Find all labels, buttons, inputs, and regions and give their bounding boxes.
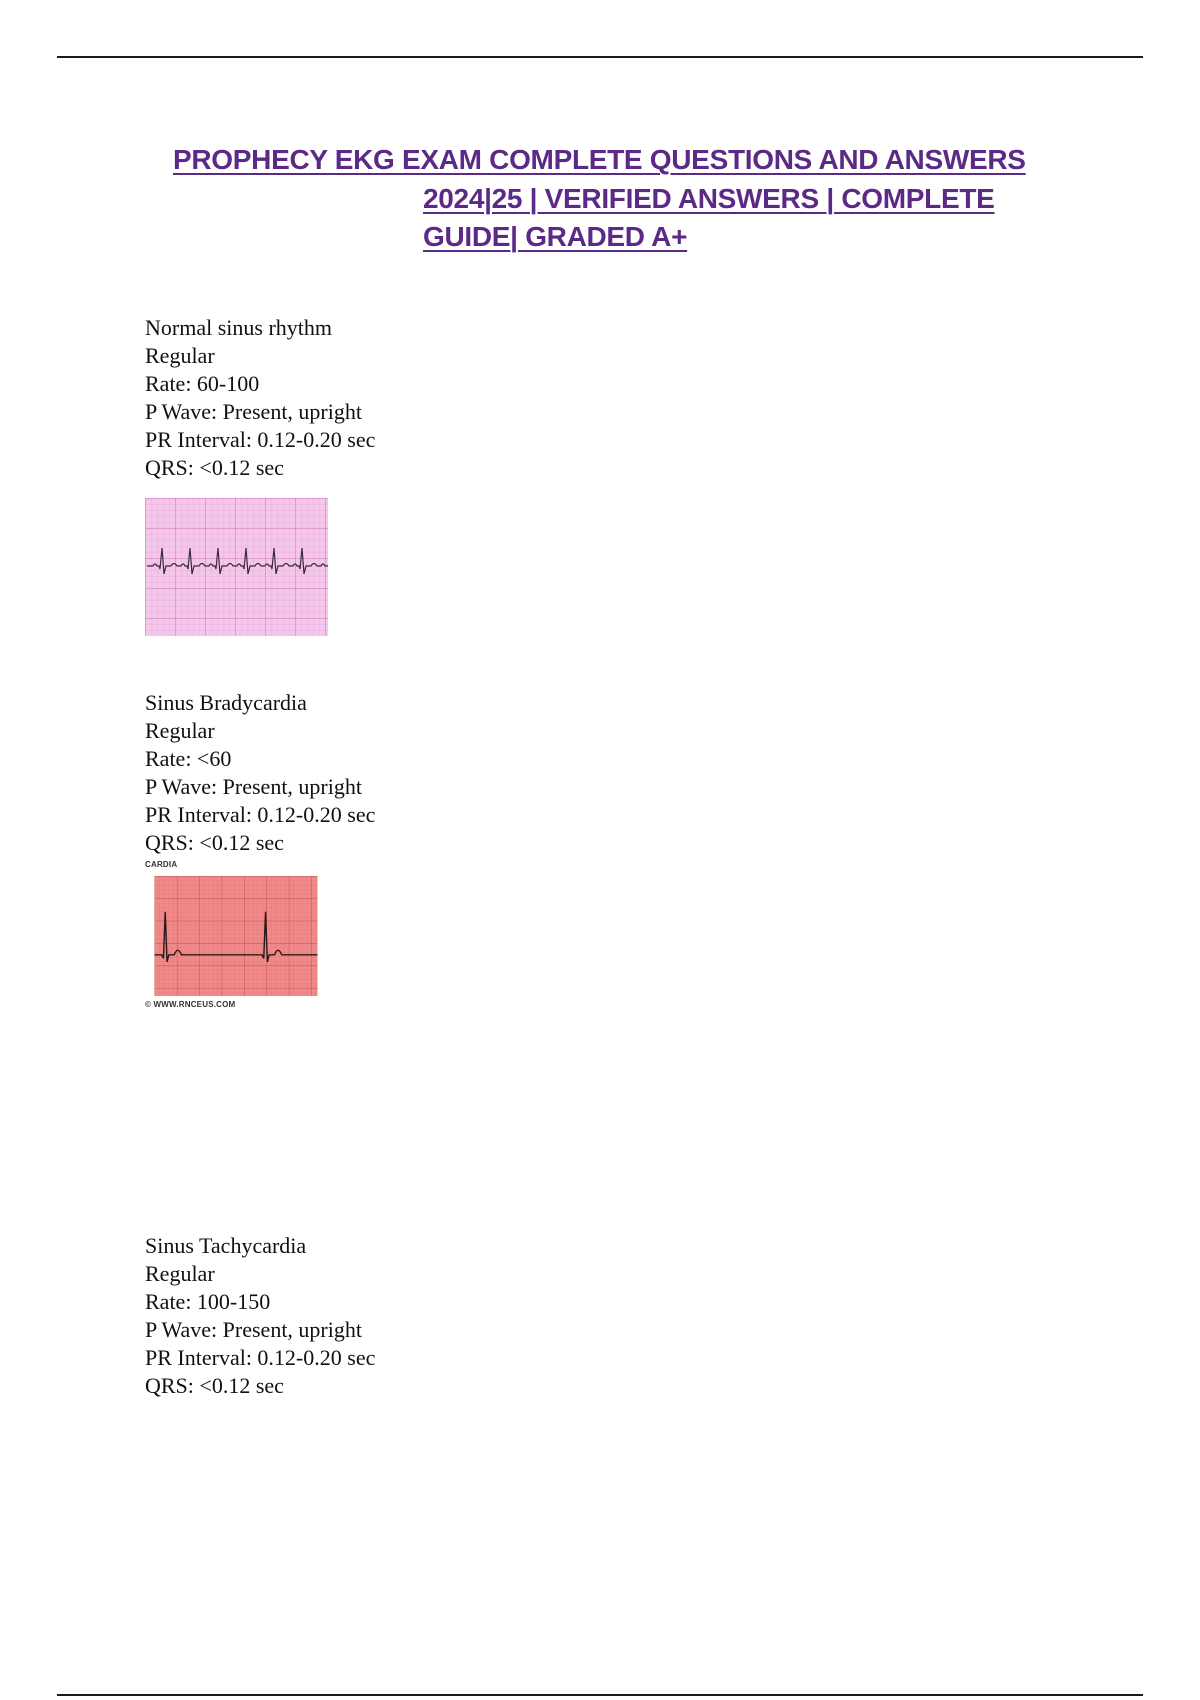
strip-credit: © WWW.RNCEUS.COM bbox=[145, 1000, 236, 1009]
ekg-strip-sinus-bradycardia bbox=[145, 876, 327, 996]
entry-name: Sinus Tachycardia bbox=[145, 1233, 307, 1258]
footer-rule bbox=[57, 1694, 1143, 1696]
entry-name: Normal sinus rhythm bbox=[145, 315, 332, 340]
entry-rate: Rate: 100-150 bbox=[145, 1289, 271, 1314]
entry-rate: Rate: 60-100 bbox=[145, 371, 260, 396]
entry-p-wave: P Wave: Present, upright bbox=[145, 399, 362, 424]
strip-caption: CARDIA bbox=[145, 860, 178, 869]
entry-sinus-bradycardia bbox=[145, 689, 375, 857]
entry-pr-interval: PR Interval: 0.12-0.20 sec bbox=[145, 1345, 376, 1370]
entry-qrs: QRS: <0.12 sec bbox=[145, 830, 284, 855]
entry-qrs: QRS: <0.12 sec bbox=[145, 455, 284, 480]
entry-name: Sinus Bradycardia bbox=[145, 690, 307, 715]
ekg-strip-normal-sinus-rhythm bbox=[145, 498, 328, 636]
entry-rate: Rate: <60 bbox=[145, 746, 232, 771]
entry-regularity: Regular bbox=[145, 1261, 215, 1286]
entry-regularity: Regular bbox=[145, 343, 215, 368]
document-title-line-1: PROPHECY EKG EXAM COMPLETE QUESTIONS AND ANSWERS bbox=[173, 144, 1026, 175]
entry-regularity: Regular bbox=[145, 718, 215, 743]
header-rule bbox=[57, 56, 1143, 58]
entry-sinus-tachycardia bbox=[145, 1232, 375, 1400]
entry-normal-sinus-rhythm bbox=[145, 314, 375, 482]
entry-pr-interval: PR Interval: 0.12-0.20 sec bbox=[145, 427, 376, 452]
document-title-line-3: GUIDE| GRADED A+ bbox=[423, 221, 688, 252]
entry-qrs: QRS: <0.12 sec bbox=[145, 1373, 284, 1398]
document-title-line-2: 2024|25 | VERIFIED ANSWERS | COMPLETE bbox=[423, 183, 995, 214]
entry-p-wave: P Wave: Present, upright bbox=[145, 1317, 362, 1342]
entry-pr-interval: PR Interval: 0.12-0.20 sec bbox=[145, 802, 376, 827]
entry-p-wave: P Wave: Present, upright bbox=[145, 774, 362, 799]
